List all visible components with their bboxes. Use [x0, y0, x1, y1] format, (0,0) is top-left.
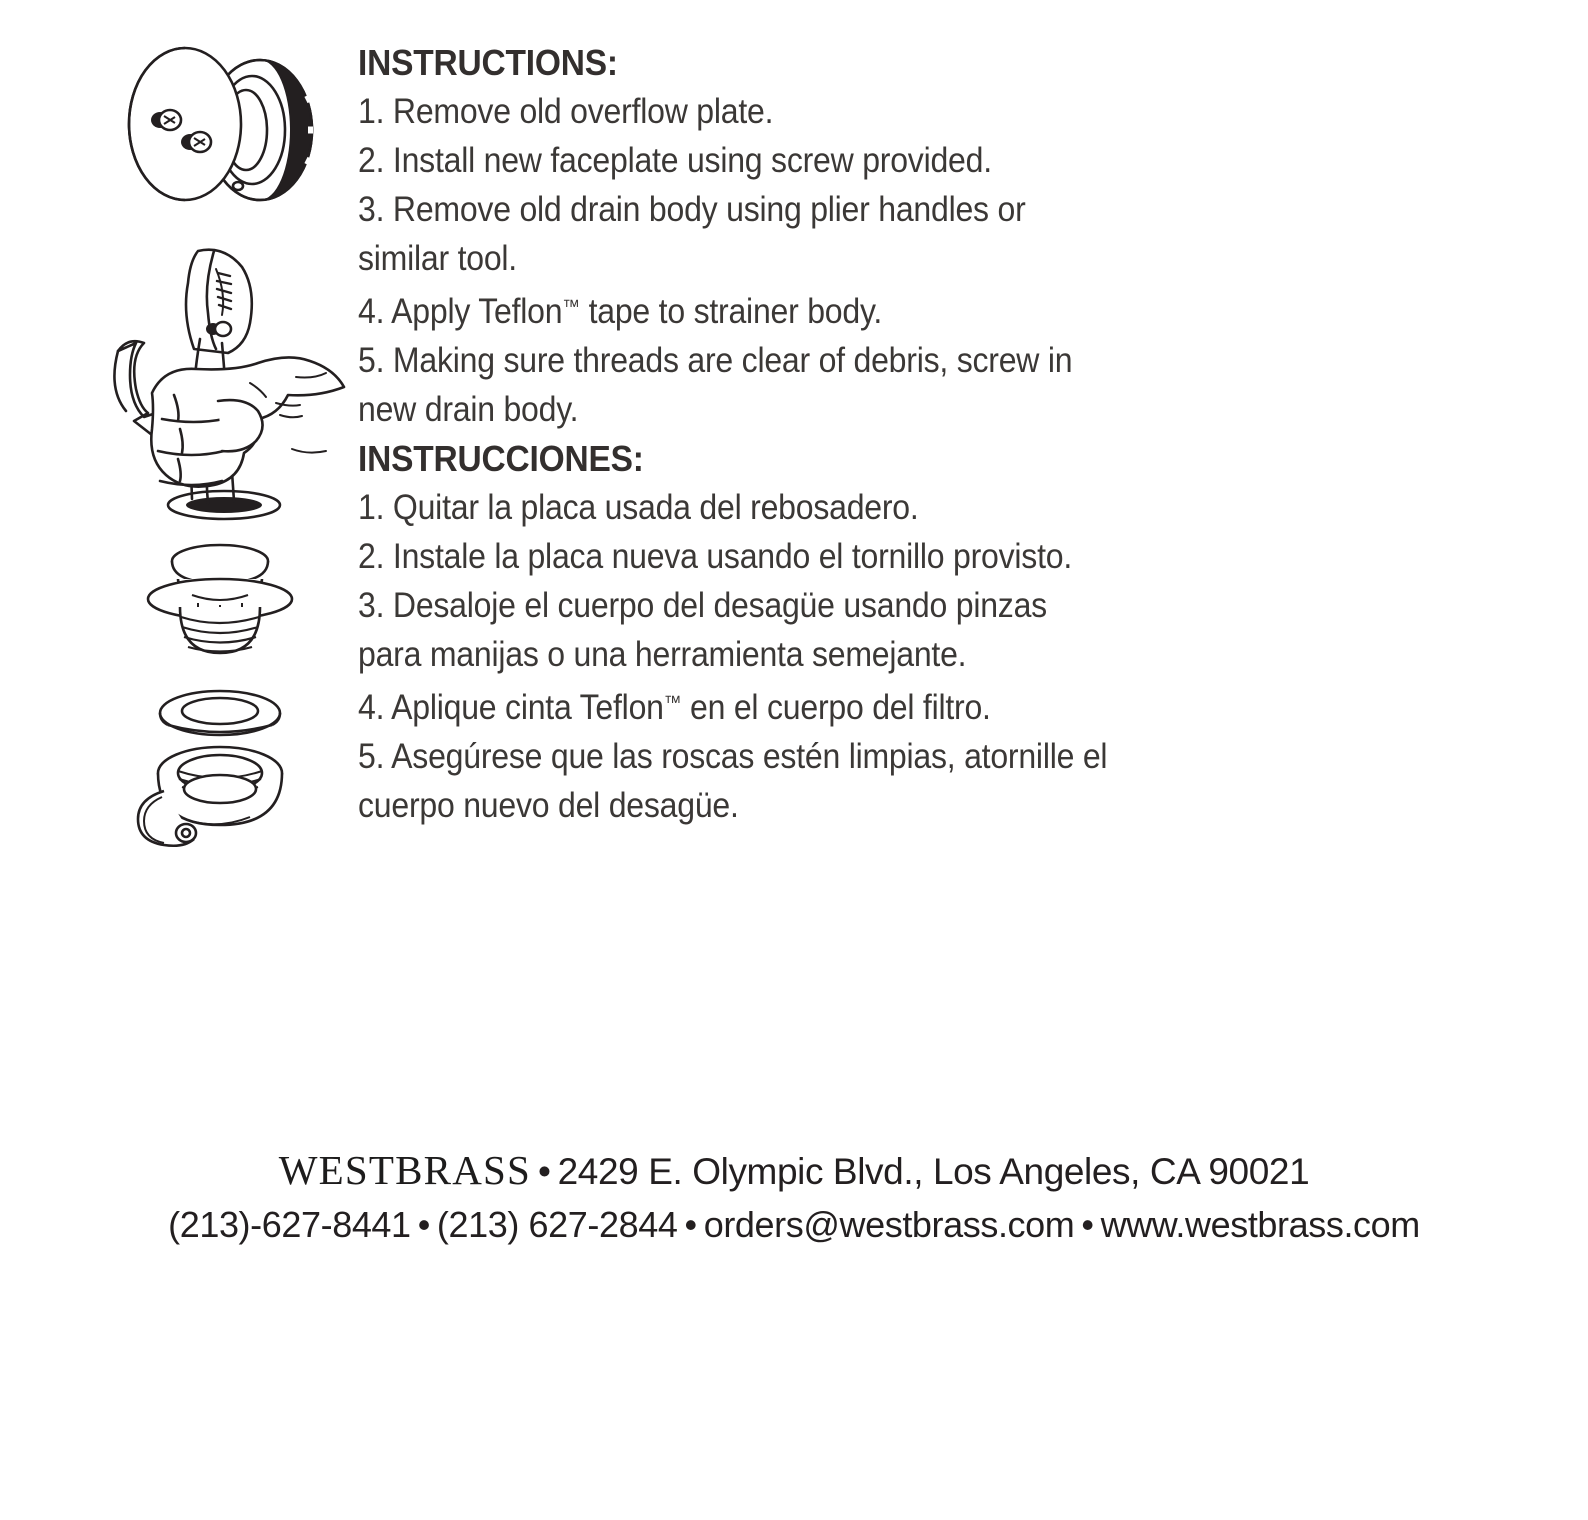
plier-removal-figure: [100, 243, 350, 528]
instruction-step-es-5: 5. Asegúrese que las roscas estén limpias, atornille el: [358, 737, 1108, 776]
instruction-step-en-2: 2. Install new faceplate using screw provided.: [358, 141, 992, 180]
instruction-step-es-4: 4. Aplique cinta Teflon™ en el cuerpo del filtro.: [358, 688, 991, 727]
instruction-step-es-1: 1. Quitar la placa usada del rebosadero.: [358, 488, 919, 527]
drain-shoe-figure: [128, 683, 308, 858]
trademark-symbol: ™: [663, 693, 682, 714]
overflow-plate-figure: [118, 38, 328, 228]
instruction-step-en-1: 1. Remove old overflow plate.: [358, 92, 774, 131]
company-address: 2429 E. Olympic Blvd., Los Angeles, CA 90021: [557, 1151, 1310, 1192]
instruction-step-en-5: 5. Making sure threads are clear of debris, screw in: [358, 341, 1073, 380]
drain-stopper-figure: [138, 533, 308, 673]
instruction-step-en-3: 3. Remove old drain body using plier handles or: [358, 190, 1026, 229]
company-website[interactable]: www.westbrass.com: [1100, 1204, 1420, 1245]
instruction-step-es-5-cont: cuerpo nuevo del desagüe.: [358, 786, 739, 825]
company-phone-primary: (213)-627-8441: [168, 1204, 411, 1245]
footer-separator-1: •: [538, 1151, 551, 1192]
instruction-step-es-2: 2. Instale la placa nueva usando el tornillo provisto.: [358, 537, 1073, 576]
instruction-step-en-4: 4. Apply Teflon™ tape to strainer body.: [358, 292, 883, 331]
footer-separator-4: •: [1081, 1204, 1094, 1245]
instructions-text-block: [358, 38, 1298, 830]
company-footer: [0, 1148, 1588, 1247]
trademark-symbol: ™: [562, 297, 580, 318]
footer-separator-2: •: [417, 1204, 430, 1245]
instructions-heading-spanish: INSTRUCCIONES:: [358, 438, 644, 479]
instruction-step-es-3: 3. Desaloje el cuerpo del desagüe usando pinzas: [358, 586, 1047, 625]
company-name: WESTBRASS: [278, 1147, 532, 1193]
instruction-step-es-3-cont: para manijas o una herramienta semejante.: [358, 635, 967, 674]
company-email[interactable]: orders@westbrass.com: [703, 1204, 1075, 1245]
footer-address-line: [0, 1148, 1588, 1202]
company-phone-secondary: (213) 627-2844: [436, 1204, 678, 1245]
footer-contact-line: [0, 1202, 1588, 1247]
instruction-step-en-5-cont: new drain body.: [358, 390, 579, 429]
instruction-step-en-3-cont: similar tool.: [358, 239, 517, 278]
footer-separator-3: •: [684, 1204, 697, 1245]
instructions-heading-english: INSTRUCTIONS:: [358, 42, 618, 83]
